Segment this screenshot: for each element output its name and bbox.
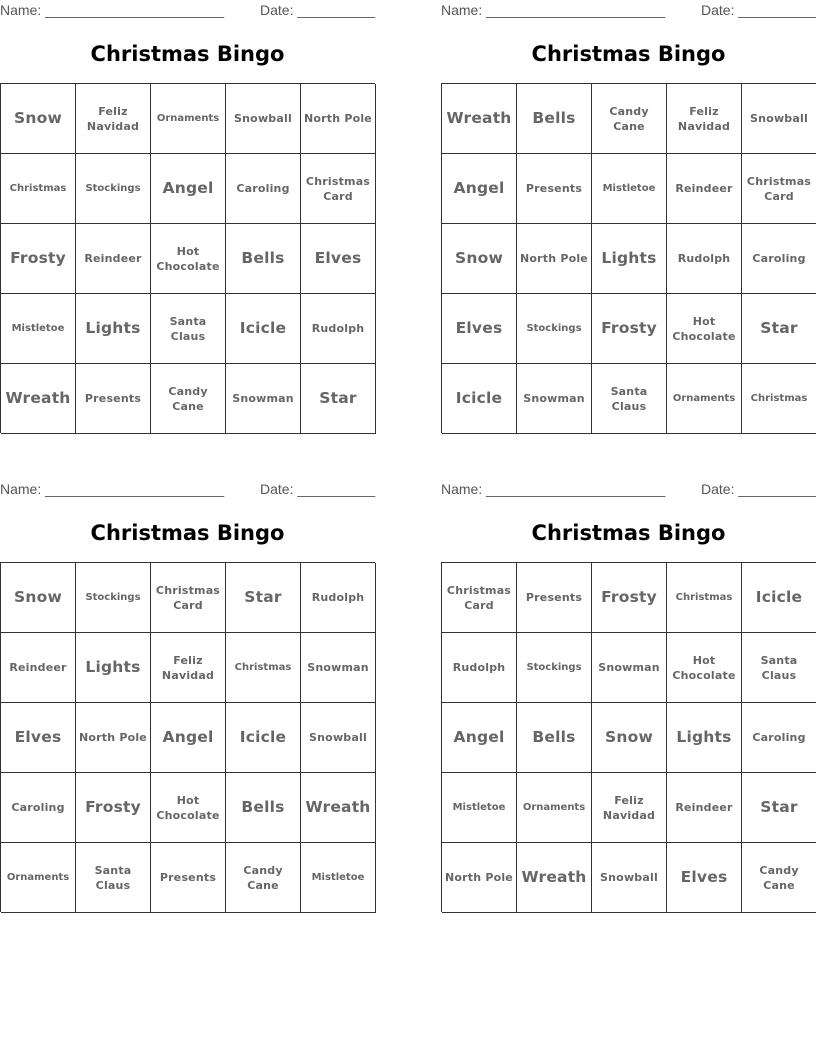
bingo-cell: Icicle	[226, 294, 301, 364]
bingo-cell: Angel	[442, 154, 517, 224]
bingo-cell: Feliz Navidad	[592, 773, 667, 843]
name-field-label: Name: _______________________	[441, 2, 666, 18]
bingo-card-3	[0, 479, 375, 919]
date-field-label: Date: __________	[701, 481, 816, 497]
bingo-cell: North Pole	[76, 703, 151, 773]
bingo-cell: Mistletoe	[1, 294, 76, 364]
bingo-card-4	[441, 479, 816, 919]
card-title: Christmas Bingo	[531, 42, 726, 66]
bingo-grid	[441, 83, 816, 433]
card-header	[0, 2, 375, 20]
bingo-cell: Mistletoe	[301, 843, 376, 913]
bingo-cell: Candy Cane	[226, 843, 301, 913]
bingo-cell: Santa Claus	[592, 364, 667, 434]
bingo-cell: Santa Claus	[151, 294, 226, 364]
bingo-cell: Star	[742, 294, 816, 364]
bingo-cell: Elves	[442, 294, 517, 364]
bingo-grid	[0, 83, 375, 433]
bingo-cell: Frosty	[592, 294, 667, 364]
bingo-cell: Lights	[592, 224, 667, 294]
bingo-cell: Wreath	[517, 843, 592, 913]
bingo-cell: Elves	[301, 224, 376, 294]
bingo-cell: Presents	[151, 843, 226, 913]
bingo-cell: Reindeer	[667, 154, 742, 224]
name-field-label: Name: _______________________	[441, 481, 666, 497]
bingo-cell: Snow	[1, 563, 76, 633]
bingo-cell: Candy Cane	[592, 84, 667, 154]
bingo-cell: Bells	[226, 773, 301, 843]
bingo-cell: Hot Chocolate	[667, 633, 742, 703]
bingo-cell: Christmas Card	[301, 154, 376, 224]
bingo-cell: Hot Chocolate	[151, 773, 226, 843]
bingo-cell: Snowball	[301, 703, 376, 773]
card-title: Christmas Bingo	[90, 42, 285, 66]
bingo-cell: Presents	[517, 154, 592, 224]
bingo-cell: Hot Chocolate	[151, 224, 226, 294]
bingo-cell: Rudolph	[442, 633, 517, 703]
bingo-cell: Mistletoe	[442, 773, 517, 843]
bingo-cell: Snowman	[301, 633, 376, 703]
bingo-grid	[0, 562, 375, 912]
bingo-cell: Ornaments	[517, 773, 592, 843]
bingo-cell: Reindeer	[667, 773, 742, 843]
bingo-cell: Caroling	[742, 224, 816, 294]
name-field-label: Name: _______________________	[0, 481, 225, 497]
bingo-cell: Icicle	[226, 703, 301, 773]
bingo-cell: Lights	[76, 633, 151, 703]
bingo-cell: Snow	[442, 224, 517, 294]
bingo-cell: Rudolph	[301, 294, 376, 364]
bingo-cell: Frosty	[1, 224, 76, 294]
card-header	[441, 481, 816, 499]
bingo-cell: Wreath	[442, 84, 517, 154]
bingo-cell: Feliz Navidad	[76, 84, 151, 154]
bingo-cell: Santa Claus	[76, 843, 151, 913]
bingo-cell: Feliz Navidad	[151, 633, 226, 703]
bingo-cell: Christmas	[226, 633, 301, 703]
date-field-label: Date: __________	[701, 2, 816, 18]
name-field-label: Name: _______________________	[0, 2, 225, 18]
bingo-cell: Elves	[1, 703, 76, 773]
bingo-cell: Bells	[226, 224, 301, 294]
bingo-cell: Snowball	[742, 84, 816, 154]
bingo-cell: Presents	[517, 563, 592, 633]
bingo-grid	[441, 562, 816, 912]
bingo-cell: Hot Chocolate	[667, 294, 742, 364]
bingo-cell: Frosty	[76, 773, 151, 843]
bingo-cell: Reindeer	[76, 224, 151, 294]
bingo-cell: Snowman	[517, 364, 592, 434]
bingo-cell: Stockings	[76, 563, 151, 633]
bingo-cell: Lights	[667, 703, 742, 773]
bingo-cell: Christmas	[667, 563, 742, 633]
bingo-cell: Angel	[151, 154, 226, 224]
bingo-cell: Snowman	[226, 364, 301, 434]
bingo-cell: Lights	[76, 294, 151, 364]
bingo-cell: Rudolph	[301, 563, 376, 633]
bingo-cell: Santa Claus	[742, 633, 816, 703]
bingo-cell: North Pole	[442, 843, 517, 913]
bingo-cell: Stockings	[517, 294, 592, 364]
bingo-cell: Christmas Card	[151, 563, 226, 633]
bingo-cell: Bells	[517, 84, 592, 154]
bingo-cell: Rudolph	[667, 224, 742, 294]
date-field-label: Date: __________	[260, 481, 376, 497]
bingo-card-2	[441, 0, 816, 440]
bingo-cell: Snow	[1, 84, 76, 154]
card-title: Christmas Bingo	[531, 521, 726, 545]
bingo-cell: Candy Cane	[151, 364, 226, 434]
bingo-cell: Wreath	[301, 773, 376, 843]
bingo-cell: Icicle	[742, 563, 816, 633]
bingo-cell: Bells	[517, 703, 592, 773]
card-header	[0, 481, 375, 499]
bingo-cell: Snow	[592, 703, 667, 773]
bingo-cell: Christmas	[1, 154, 76, 224]
bingo-cell: Presents	[76, 364, 151, 434]
bingo-cell: Ornaments	[151, 84, 226, 154]
bingo-cell: Mistletoe	[592, 154, 667, 224]
bingo-cell: Elves	[667, 843, 742, 913]
bingo-cell: North Pole	[301, 84, 376, 154]
card-header	[441, 2, 816, 20]
bingo-cell: Star	[301, 364, 376, 434]
bingo-cell: Candy Cane	[742, 843, 816, 913]
bingo-cell: Stockings	[517, 633, 592, 703]
bingo-cell: Star	[742, 773, 816, 843]
bingo-cell: Feliz Navidad	[667, 84, 742, 154]
bingo-cell: Snowball	[592, 843, 667, 913]
bingo-cell: Ornaments	[1, 843, 76, 913]
bingo-cell: Caroling	[226, 154, 301, 224]
bingo-cell: Christmas Card	[742, 154, 816, 224]
bingo-cell: Ornaments	[667, 364, 742, 434]
bingo-cell: Caroling	[742, 703, 816, 773]
bingo-cell: Icicle	[442, 364, 517, 434]
bingo-cell: Christmas	[742, 364, 816, 434]
card-title: Christmas Bingo	[90, 521, 285, 545]
bingo-cell: Stockings	[76, 154, 151, 224]
bingo-cell: Snowman	[592, 633, 667, 703]
bingo-cell: Star	[226, 563, 301, 633]
bingo-cell: Reindeer	[1, 633, 76, 703]
bingo-cell: Angel	[442, 703, 517, 773]
bingo-cell: Christmas Card	[442, 563, 517, 633]
date-field-label: Date: __________	[260, 2, 376, 18]
bingo-cell: Wreath	[1, 364, 76, 434]
bingo-cell: Angel	[151, 703, 226, 773]
bingo-cell: Caroling	[1, 773, 76, 843]
bingo-cell: Frosty	[592, 563, 667, 633]
bingo-cell: North Pole	[517, 224, 592, 294]
bingo-cell: Snowball	[226, 84, 301, 154]
bingo-card-1	[0, 0, 375, 440]
